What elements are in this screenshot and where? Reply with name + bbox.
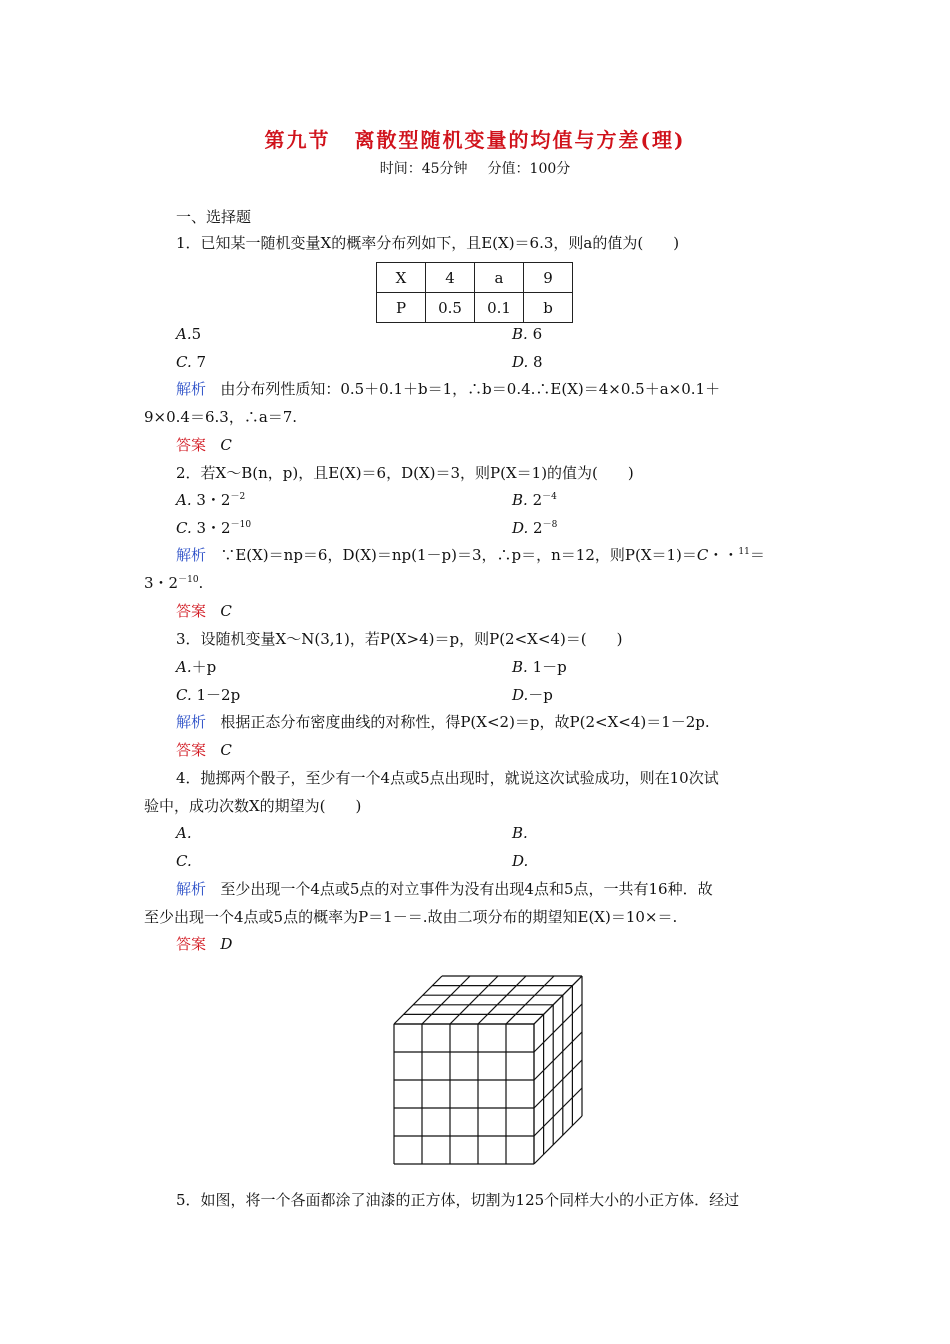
table-cell: X	[377, 263, 426, 293]
q2-option-b: B. $2^{-4}$	[512, 491, 557, 509]
cube-edge	[534, 1088, 582, 1136]
q4-option-c: C.	[176, 852, 192, 870]
q2-option-a: A. 3・$2^{-2}$	[176, 491, 246, 509]
answer-label: 答案	[176, 935, 207, 953]
q1-analysis: 解析 由分布列性质知：0.5＋0.1＋b＝1，∴b＝0.4.∴E(X)＝4×0.5＋a×0.1＋	[176, 380, 721, 398]
cube-edge	[534, 1004, 582, 1052]
page-title	[0, 124, 950, 153]
cube-edge	[534, 976, 582, 1024]
q1-option-b: B. 6	[512, 325, 543, 343]
q3-option-d: D.－p	[512, 686, 553, 704]
table-cell: b	[524, 293, 573, 323]
analysis-label: 解析	[176, 713, 207, 731]
q2-analysis: 解析 ∵E(X)＝np＝6，D(X)＝np(1－p)＝3，∴p＝，n＝12，则P(X＝1)＝C・・$^{11}$＝	[176, 546, 765, 564]
table-cell: a	[475, 263, 524, 293]
q5-stem: 5．如图，将一个各面都涂了油漆的正方体，切割为125个同样大小的小正方体．经过	[176, 1191, 740, 1209]
analysis-label: 解析	[176, 880, 207, 898]
q1-option-c: C. 7	[176, 353, 207, 371]
q1-stem: 1．已知某一随机变量X的概率分布列如下，且E(X)＝6.3，则a的值为( )	[176, 234, 680, 252]
q3-option-a: A.＋p	[176, 658, 217, 676]
q1-option-d: D. 8	[512, 353, 543, 371]
q2-answer: 答案 C	[176, 602, 232, 620]
q4-answer: 答案 D	[176, 935, 233, 953]
section-heading: 一、选择题	[176, 208, 252, 226]
time-label: 时间：45分钟	[379, 161, 468, 177]
q3-option-b: B. 1－p	[512, 658, 567, 676]
q3-stem: 3．设随机变量X～N(3,1)，若P(X>4)＝p，则P(2<X<4)＝( )	[176, 630, 623, 648]
cube-edge	[394, 976, 442, 1024]
answer-label: 答案	[176, 436, 207, 454]
cube-edge	[422, 976, 470, 1024]
q3-answer: 答案 C	[176, 741, 232, 759]
q2-option-d: D. $2^{-8}$	[512, 519, 558, 537]
table-row	[377, 293, 573, 323]
cube-edge	[534, 1032, 582, 1080]
q1-analysis-cont: 9×0.4＝6.3，∴a＝7.	[144, 408, 298, 426]
q3-analysis: 解析 根据正态分布密度曲线的对称性，得P(X<2)＝p，故P(2<X<4)＝1－2p.	[176, 713, 710, 731]
title-section: 第九节	[264, 128, 331, 152]
table-cell: 9	[524, 263, 573, 293]
q4-option-d: D.	[512, 852, 529, 870]
distribution-table	[376, 262, 573, 323]
cube-figure	[388, 968, 588, 1174]
cube-edge	[506, 976, 554, 1024]
q4-analysis-cont: 至少出现一个4点或5点的概率为P＝1－＝.故由二项分布的期望知E(X)＝10×＝.	[144, 908, 678, 926]
cube-edge	[478, 976, 526, 1024]
q4-stem: 4．抛掷两个骰子，至少有一个4点或5点出现时，就说这次试验成功，则在10次试	[176, 769, 719, 787]
q2-option-c: C. 3・$2^{-10}$	[176, 519, 252, 537]
q4-option-b: B.	[512, 824, 528, 842]
table-cell: 0.1	[475, 293, 524, 323]
cube-edge	[534, 1060, 582, 1108]
cube-edge	[534, 1116, 582, 1164]
q4-analysis: 解析 至少出现一个4点或5点的对立事件为没有出现4点和5点，一共有16种．故	[176, 880, 713, 898]
q1-answer: 答案 C	[176, 436, 232, 454]
score-label: 分值：100分	[487, 161, 571, 177]
q4-option-a: A.	[176, 824, 192, 842]
subtitle	[0, 158, 950, 178]
title-topic: 离散型随机变量的均值与方差(理)	[354, 128, 686, 152]
table-cell: 4	[426, 263, 475, 293]
q1-option-a: A.5	[176, 325, 202, 343]
analysis-label: 解析	[176, 380, 207, 398]
answer-label: 答案	[176, 741, 207, 759]
table-cell: P	[377, 293, 426, 323]
q2-stem: 2．若X～B(n，p)，且E(X)＝6，D(X)＝3，则P(X＝1)的值为( )	[176, 464, 634, 482]
table-row	[377, 263, 573, 293]
q3-option-c: C. 1－2p	[176, 686, 241, 704]
q4-stem-cont: 验中，成功次数X的期望为( )	[144, 797, 362, 815]
q2-analysis-cont: 3・$2^{-10}$.	[144, 574, 204, 592]
analysis-label: 解析	[176, 546, 207, 564]
table-cell: 0.5	[426, 293, 475, 323]
answer-label: 答案	[176, 602, 207, 620]
cube-edge	[450, 976, 498, 1024]
